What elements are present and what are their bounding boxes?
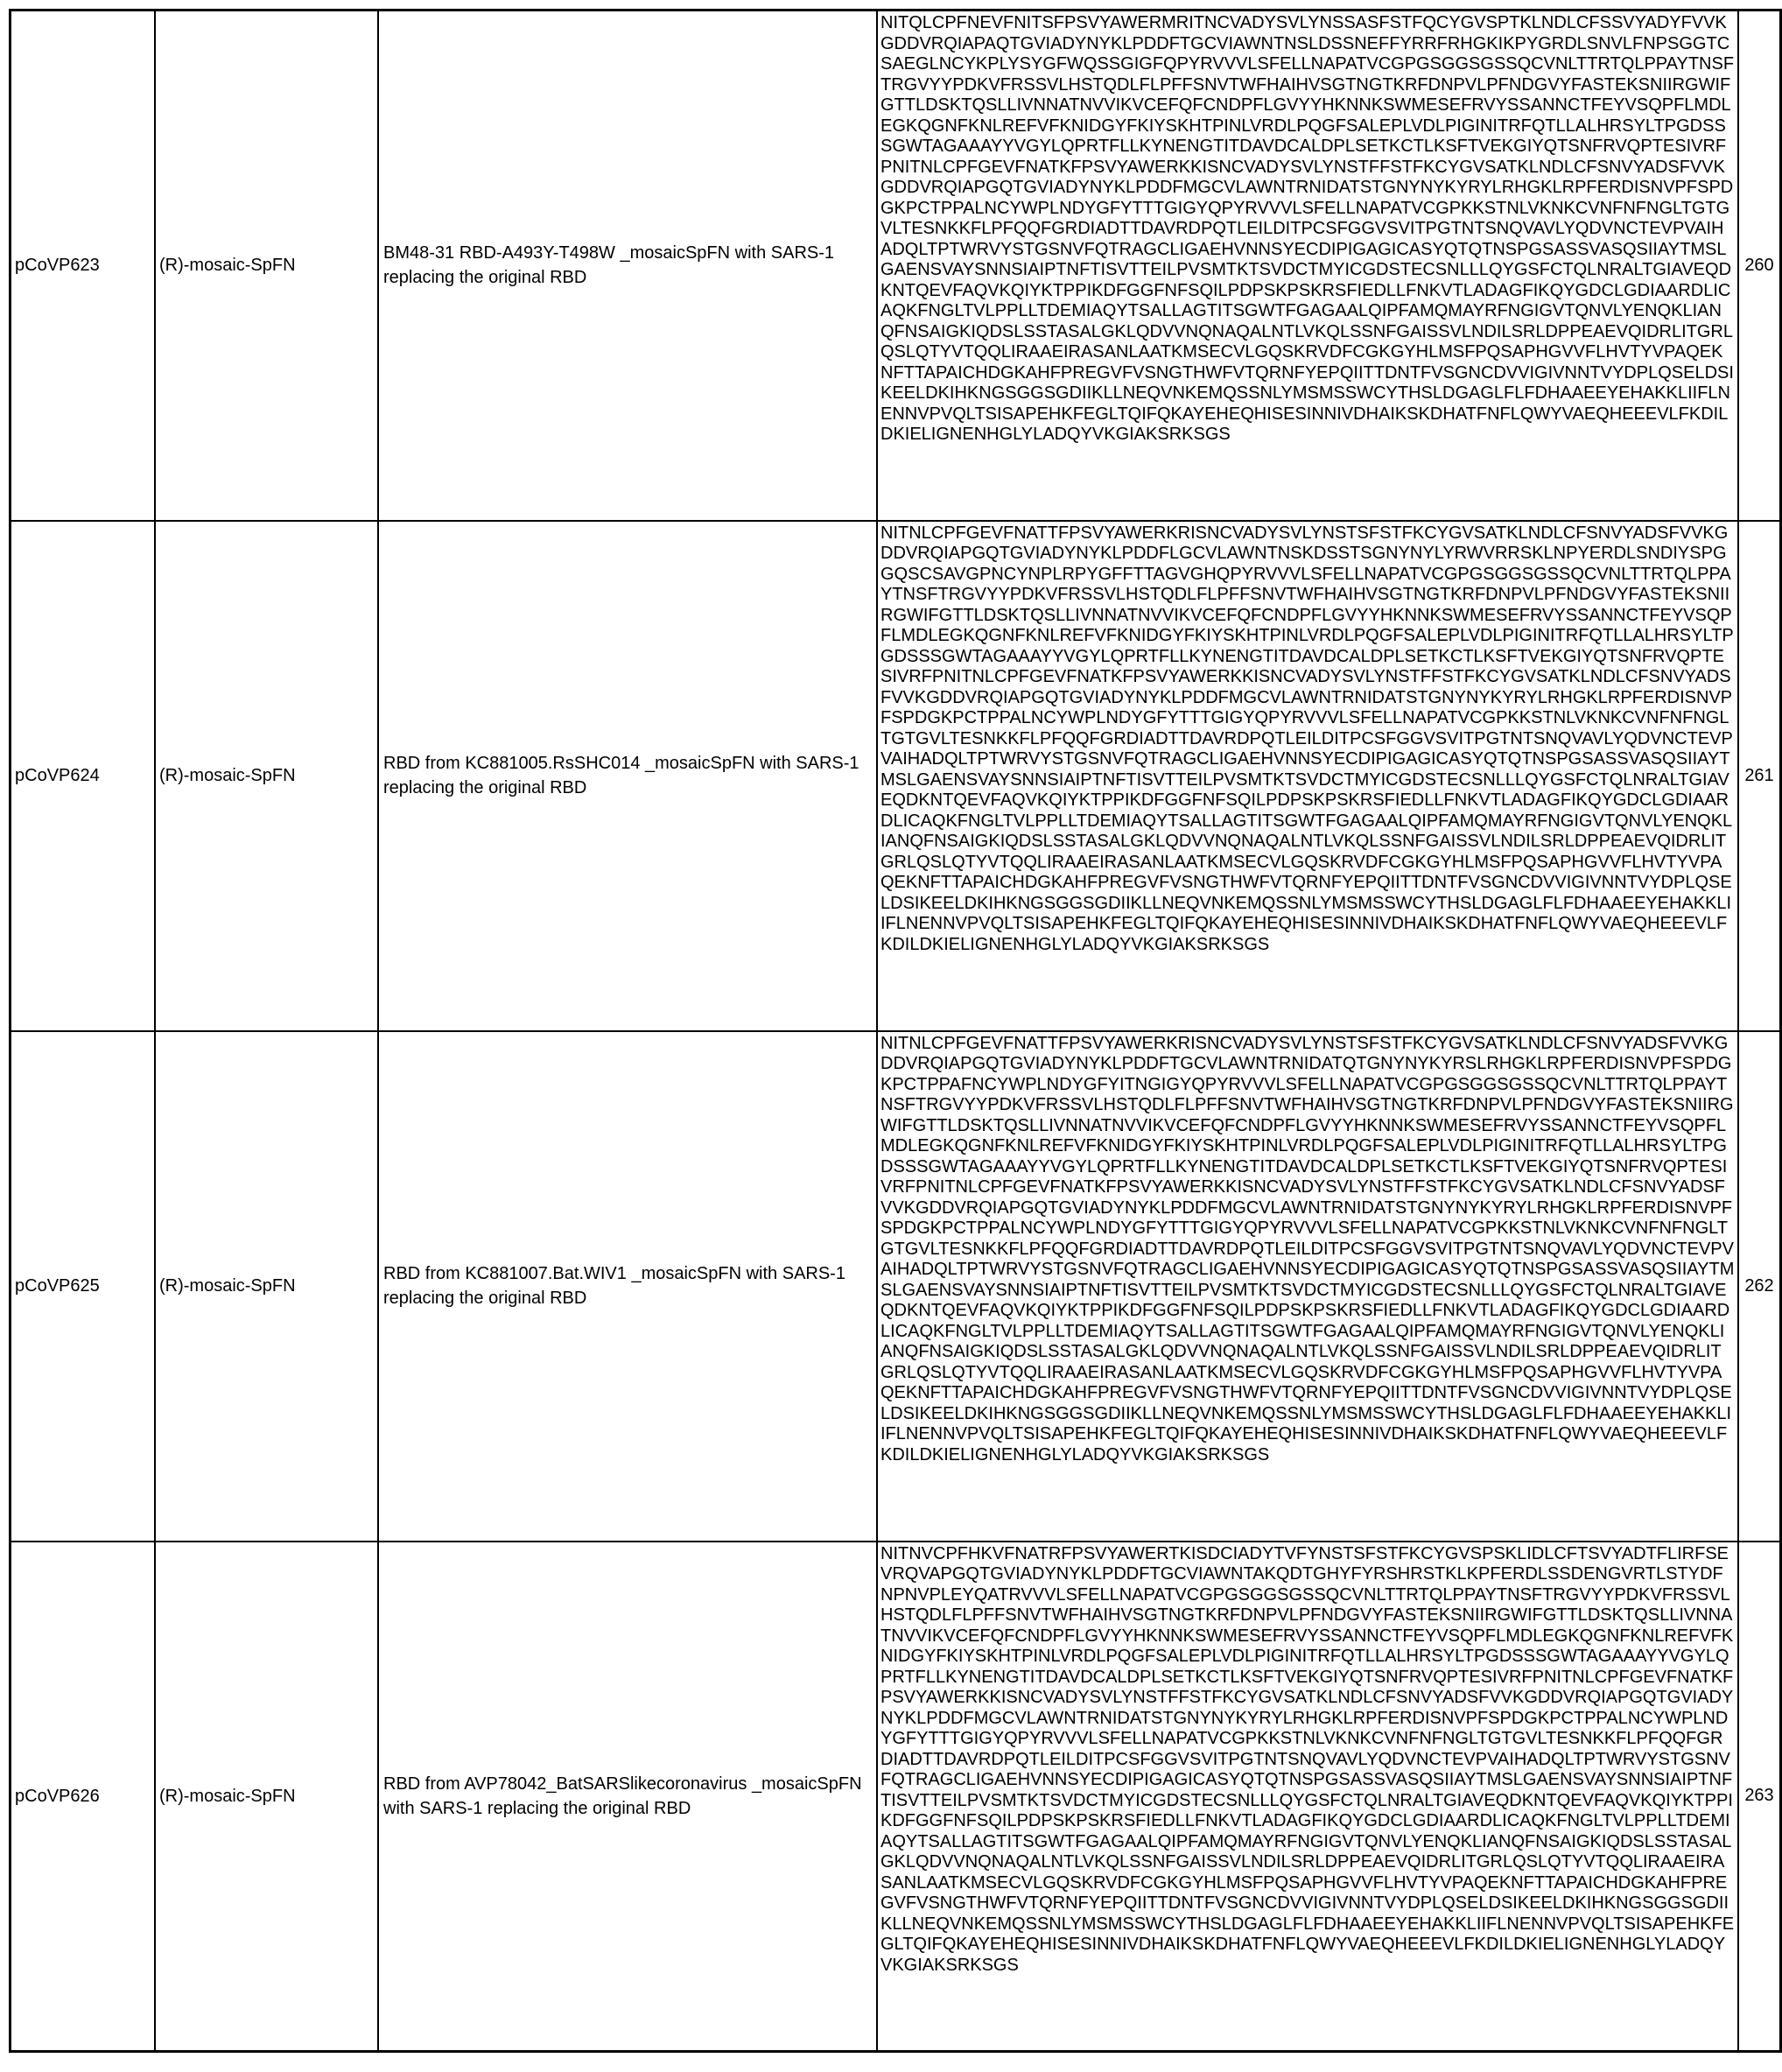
construct-description: BM48-31 RBD-A493Y-T498W _mosaicSpFN with SARS-1 replacing the original RBD — [378, 11, 877, 521]
plasmid-id: pCoVP624 — [11, 521, 156, 1031]
construct-type: (R)-mosaic-SpFN — [155, 1542, 378, 2052]
table-row — [11, 521, 1781, 1031]
constructs-table — [9, 9, 1782, 2053]
table-row — [11, 1031, 1781, 1542]
construct-description: RBD from KC881005.RsSHC014 _mosaicSpFN with SARS-1 replacing the original RBD — [378, 521, 877, 1031]
protein-sequence: NITNVCPFHKVFNATRFPSVYAWERTKISDCIADYTVFYNSTSFSTFKCYGVSPSKLIDLCFTSVYADTFLIRFSEVRQVAPGQTGVIADYNYKLPDDFTGCVIAWNTAKQDTGHYFYRSHRSTKLKPFERDLSSDENGVRTLSTYDFNPNVPLEYQATRVVVLSFELLNAPATVCGPGSGGSGSSQCVNLTTRTQLPPAYTNSFTRGVYYPDKVFRSSVLHSTQDLFLPFFSNVTWFHAIHVSGTNGTKRFDNPVLPFNDGVYFASTEKSNIIRGWIFGTTLDSKTQSLLIVNNATNVVIKVCEFQFCNDPFLGVYYHKNNKSWMESEFRVYSSANNCTFEYVSQPFLMDLEGKQGNFKNLREFVFKNIDGYFKIYSKHTPINLVRDLPQGFSALEPLVDLPIGINITRFQTLLALHRSYLTPGDSSSGWTAGAAAYYVGYLQPRTFLLKYNENGTITDAVDCALDPLSETKCTLKSFTVEKGIYQTSNFRVQPTESIVRFPNITNLCPFGEVFNATKFPSVYAWERKKISNCVADYSVLYNSTFFSTFKCYGVSATKLNDLCFSNVYADSFVVKGDDVRQIAPGQTGVIADYNYKLPDDFMGCVLAWNTRNIDATSTGNYNYKYRYLRHGKLRPFERDISNVPFSPDGKPCTPPALNCYWPLNDYGFYTTTGIGYQPYRVVVLSFELLNAPATVCGPKKSTNLVKNKCVNFNFNGLTGTGVLTESNKKFLPFQQFGRDIADTTDAVRDPQTLEILDITPCSFGGVSVITPGTNTSNQVAVLYQDVNCTEVPVAIHADQLTPTWRVYSTGSNVFQTRAGCLIGAEHVNNSYECDIPIGAGICASYQTQTNSPGSASSVASQSIIAYTMSLGAENSVAYSNNSIAIPTNFTISVTTEILPVSMTKTSVDCTMYICGDSTECSNLLLQYGSFCTQLNRALTGIAVEQDKNTQEVFAQVKQIYKTPPIKDFGGFNFSQILPDPSKPSKRSFIEDLLFNKVTLADAGFIKQYGDCLGDIAARDLICAQKFNGLTVLPPLLTDEMIAQYTSALLAGTITSGWTFGAGAALQIPFAMQMAYRFNGIGVTQNVLYENQKLIANQFNSAIGKIQDSLSSTASALGKLQDVVNQNAQALNTLVKQLSSNFGAISSVLNDILSRLDPPEAEVQIDRLITGRLQSLQTYVTQQLIRAAEIRASANLAATKMSECVLGQSKRVDFCGKGYHLMSFPQSAPHGVVFLHVTYVPAQEKNFTTAPAICHDGKAHFPREGVFVSNGTHWFVTQRNFYEPQIITTDNTFVSGNCDVVIGIVNNTVYDPLQSELDSIKEELDKIHKNGSGGSGDIIKLLNEQVNKEMQSSNLYMSMSSWCYTHSLDGAGLFLFDHAAEEYEHAKKLIIFLNENNVPVQLTSISAPEHKFEGLTQIFQKAYEHEQHISESINNIVDHAIKSKDHATFNFLQWYVAEQHEEEVLFKDILDKIELIGNENHGLYLADQYVKGIAKSRKSGS — [877, 1542, 1738, 2052]
plasmid-id: pCoVP626 — [11, 1542, 156, 2052]
construct-type: (R)-mosaic-SpFN — [155, 1031, 378, 1542]
seq-id-number: 262 — [1738, 1031, 1781, 1542]
table-row — [11, 1542, 1781, 2052]
construct-type: (R)-mosaic-SpFN — [155, 521, 378, 1031]
construct-type: (R)-mosaic-SpFN — [155, 11, 378, 521]
table-row — [11, 11, 1781, 521]
construct-description: RBD from AVP78042_BatSARSlikecoronavirus _mosaicSpFN with SARS-1 replacing the original RBD — [378, 1542, 877, 2052]
seq-id-number: 263 — [1738, 1542, 1781, 2052]
seq-id-number: 261 — [1738, 521, 1781, 1031]
protein-sequence: NITNLCPFGEVFNATTFPSVYAWERKRISNCVADYSVLYNSTSFSTFKCYGVSATKLNDLCFSNVYADSFVVKGDDVRQIAPGQTGVIADYNYKLPDDFLGCVLAWNTNSKDSSTSGNYNYLYRWVRRSKLNPYERDLSNDIYSPGGQSCSAVGPNCYNPLRPYGFFTTAGVGHQPYRVVVLSFELLNAPATVCGPGSGGSGSSQCVNLTTRTQLPPAYTNSFTRGVYYPDKVFRSSVLHSTQDLFLPFFSNVTWFHAIHVSGTNGTKRFDNPVLPFNDGVYFASTEKSNIIRGWIFGTTLDSKTQSLLIVNNATNVVIKVCEFQFCNDPFLGVYYHKNNKSWMESEFRVYSSANNCTFEYVSQPFLMDLEGKQGNFKNLREFVFKNIDGYFKIYSKHTPINLVRDLPQGFSALEPLVDLPIGINITRFQTLLALHRSYLTPGDSSSGWTAGAAAYYVGYLQPRTFLLKYNENGTITDAVDCALDPLSETKCTLKSFTVEKGIYQTSNFRVQPTESIVRFPNITNLCPFGEVFNATKFPSVYAWERKKISNCVADYSVLYNSTFFSTFKCYGVSATKLNDLCFSNVYADSFVVKGDDVRQIAPGQTGVIADYNYKLPDDFMGCVLAWNTRNIDATSTGNYNYKYRYLRHGKLRPFERDISNVPFSPDGKPCTPPALNCYWPLNDYGFYTTTGIGYQPYRVVVLSFELLNAPATVCGPKKSTNLVKNKCVNFNFNGLTGTGVLTESNKKFLPFQQFGRDIADTTDAVRDPQTLEILDITPCSFGGVSVITPGTNTSNQVAVLYQDVNCTEVPVAIHADQLTPTWRVYSTGSNVFQTRAGCLIGAEHVNNSYECDIPIGAGICASYQTQTNSPGSASSVASQSIIAYTMSLGAENSVAYSNNSIAIPTNFTISVTTEILPVSMTKTSVDCTMYICGDSTECSNLLLQYGSFCTQLNRALTGIAVEQDKNTQEVFAQVKQIYKTPPIKDFGGFNFSQILPDPSKPSKRSFIEDLLFNKVTLADAGFIKQYGDCLGDIAARDLICAQKFNGLTVLPPLLTDEMIAQYTSALLAGTITSGWTFGAGAALQIPFAMQMAYRFNGIGVTQNVLYENQKLIANQFNSAIGKIQDSLSSTASALGKLQDVVNQNAQALNTLVKQLSSNFGAISSVLNDILSRLDPPEAEVQIDRLITGRLQSLQTYVTQQLIRAAEIRASANLAATKMSECVLGQSKRVDFCGKGYHLMSFPQSAPHGVVFLHVTYVPAQEKNFTTAPAICHDGKAHFPREGVFVSNGTHWFVTQRNFYEPQIITTDNTFVSGNCDVVIGIVNNTVYDPLQSELDSIKEELDKIHKNGSGGSGDIIKLLNEQVNKEMQSSNLYMSMSSWCYTHSLDGAGLFLFDHAAEEYEHAKKLIIFLNENNVPVQLTSISAPEHKFEGLTQIFQKAYEHEQHISESINNIVDHAIKSKDHATFNFLQWYVAEQHEEEVLFKDILDKIELIGNENHGLYLADQYVKGIAKSRKSGS — [877, 521, 1738, 1031]
plasmid-id: pCoVP623 — [11, 11, 156, 521]
seq-id-number: 260 — [1738, 11, 1781, 521]
protein-sequence: NITQLCPFNEVFNITSFPSVYAWERMRITNCVADYSVLYNSSASFSTFQCYGVSPTKLNDLCFSSVYADYFVVKGDDVRQIAPAQTGVIADYNYKLPDDFTGCVIAWNTNSLDSSNEFFYRRFRHGKIKPYGRDLSNVLFNPSGGTCSAEGLNCYKPLYSYGFWQSSGIGFQPYRVVVLSFELLNAPATVCGPGSGGSGSSQCVNLTTRTQLPPAYTNSFTRGVYYPDKVFRSSVLHSTQDLFLPFFSNVTWFHAIHVSGTNGTKRFDNPVLPFNDGVYFASTEKSNIIRGWIFGTTLDSKTQSLLIVNNATNVVIKVCEFQFCNDPFLGVYYHKNNKSWMESEFRVYSSANNCTFEYVSQPFLMDLEGKQGNFKNLREFVFKNIDGYFKIYSKHTPINLVRDLPQGFSALEPLVDLPIGINITRFQTLLALHRSYLTPGDSSSGWTAGAAAYYVGYLQPRTFLLKYNENGTITDAVDCALDPLSETKCTLKSFTVEKGIYQTSNFRVQPTESIVRFPNITNLCPFGEVFNATKFPSVYAWERKKISNCVADYSVLYNSTFFSTFKCYGVSATKLNDLCFSNVYADSFVVKGDDVRQIAPGQTGVIADYNYKLPDDFMGCVLAWNTRNIDATSTGNYNYKYRYLRHGKLRPFERDISNVPFSPDGKPCTPPALNCYWPLNDYGFYTTTGIGYQPYRVVVLSFELLNAPATVCGPKKSTNLVKNKCVNFNFNGLTGTGVLTESNKKFLPFQQFGRDIADTTDAVRDPQTLEILDITPCSFGGVSVITPGTNTSNQVAVLYQDVNCTEVPVAIHADQLTPTWRVYSTGSNVFQTRAGCLIGAEHVNNSYECDIPIGAGICASYQTQTNSPGSASSVASQSIIAYTMSLGAENSVAYSNNSIAIPTNFTISVTTEILPVSMTKTSVDCTMYICGDSTECSNLLLQYGSFCTQLNRALTGIAVEQDKNTQEVFAQVKQIYKTPPIKDFGGFNFSQILPDPSKPSKRSFIEDLLFNKVTLADAGFIKQYGDCLGDIAARDLICAQKFNGLTVLPPLLTDEMIAQYTSALLAGTITSGWTFGAGAALQIPFAMQMAYRFNGIGVTQNVLYENQKLIANQFNSAIGKIQDSLSSTASALGKLQDVVNQNAQALNTLVKQLSSNFGAISSVLNDILSRLDPPEAEVQIDRLITGRLQSLQTYVTQQLIRAAEIRASANLAATKMSECVLGQSKRVDFCGKGYHLMSFPQSAPHGVVFLHVTYVPAQEKNFTTAPAICHDGKAHFPREGVFVSNGTHWFVTQRNFYEPQIITTDNTFVSGNCDVVIGIVNNTVYDPLQSELDSIKEELDKIHKNGSGGSGDIIKLLNEQVNKEMQSSNLYMSMSSWCYTHSLDGAGLFLFDHAAEEYEHAKKLIIFLNENNVPVQLTSISAPEHKFEGLTQIFQKAYEHEQHISESINNIVDHAIKSKDHATFNFLQWYVAEQHEEEVLFKDILDKIELIGNENHGLYLADQYVKGIAKSRKSGS — [877, 11, 1738, 521]
protein-sequence: NITNLCPFGEVFNATTFPSVYAWERKRISNCVADYSVLYNSTSFSTFKCYGVSATKLNDLCFSNVYADSFVVKGDDVRQIAPGQTGVIADYNYKLPDDFTGCVLAWNTRNIDATQTGNYNYKYRSLRHGKLRPFERDISNVPFSPDGKPCTPPAFNCYWPLNDYGFYITNGIGYQPYRVVVLSFELLNAPATVCGPGSGGSGSSQCVNLTTRTQLPPAYTNSFTRGVYYPDKVFRSSVLHSTQDLFLPFFSNVTWFHAIHVSGTNGTKRFDNPVLPFNDGVYFASTEKSNIIRGWIFGTTLDSKTQSLLIVNNATNVVIKVCEFQFCNDPFLGVYYHKNNKSWMESEFRVYSSANNCTFEYVSQPFLMDLEGKQGNFKNLREFVFKNIDGYFKIYSKHTPINLVRDLPQGFSALEPLVDLPIGINITRFQTLLALHRSYLTPGDSSSGWTAGAAAYYVGYLQPRTFLLKYNENGTITDAVDCALDPLSETKCTLKSFTVEKGIYQTSNFRVQPTESIVRFPNITNLCPFGEVFNATKFPSVYAWERKKISNCVADYSVLYNSTFFSTFKCYGVSATKLNDLCFSNVYADSFVVKGDDVRQIAPGQTGVIADYNYKLPDDFMGCVLAWNTRNIDATSTGNYNYKYRYLRHGKLRPFERDISNVPFSPDGKPCTPPALNCYWPLNDYGFYTTTGIGYQPYRVVVLSFELLNAPATVCGPKKSTNLVKNKCVNFNFNGLTGTGVLTESNKKFLPFQQFGRDIADTTDAVRDPQTLEILDITPCSFGGVSVITPGTNTSNQVAVLYQDVNCTEVPVAIHADQLTPTWRVYSTGSNVFQTRAGCLIGAEHVNNSYECDIPIGAGICASYQTQTNSPGSASSVASQSIIAYTMSLGAENSVAYSNNSIAIPTNFTISVTTEILPVSMTKTSVDCTMYICGDSTECSNLLLQYGSFCTQLNRALTGIAVEQDKNTQEVFAQVKQIYKTPPIKDFGGFNFSQILPDPSKPSKRSFIEDLLFNKVTLADAGFIKQYGDCLGDIAARDLICAQKFNGLTVLPPLLTDEMIAQYTSALLAGTITSGWTFGAGAALQIPFAMQMAYRFNGIGVTQNVLYENQKLIANQFNSAIGKIQDSLSSTASALGKLQDVVNQNAQALNTLVKQLSSNFGAISSVLNDILSRLDPPEAEVQIDRLITGRLQSLQTYVTQQLIRAAEIRASANLAATKMSECVLGQSKRVDFCGKGYHLMSFPQSAPHGVVFLHVTYVPAQEKNFTTAPAICHDGKAHFPREGVFVSNGTHWFVTQRNFYEPQIITTDNTFVSGNCDVVIGIVNNTVYDPLQSELDSIKEELDKIHKNGSGGSGDIIKLLNEQVNKEMQSSNLYMSMSSWCYTHSLDGAGLFLFDHAAEEYEHAKKLIIFLNENNVPVQLTSISAPEHKFEGLTQIFQKAYEHEQHISESINNIVDHAIKSKDHATFNFLQWYVAEQHEEEVLFKDILDKIELIGNENHGLYLADQYVKGIAKSRKSGS — [877, 1031, 1738, 1542]
construct-description: RBD from KC881007.Bat.WIV1 _mosaicSpFN with SARS-1 replacing the original RBD — [378, 1031, 877, 1542]
plasmid-id: pCoVP625 — [11, 1031, 156, 1542]
